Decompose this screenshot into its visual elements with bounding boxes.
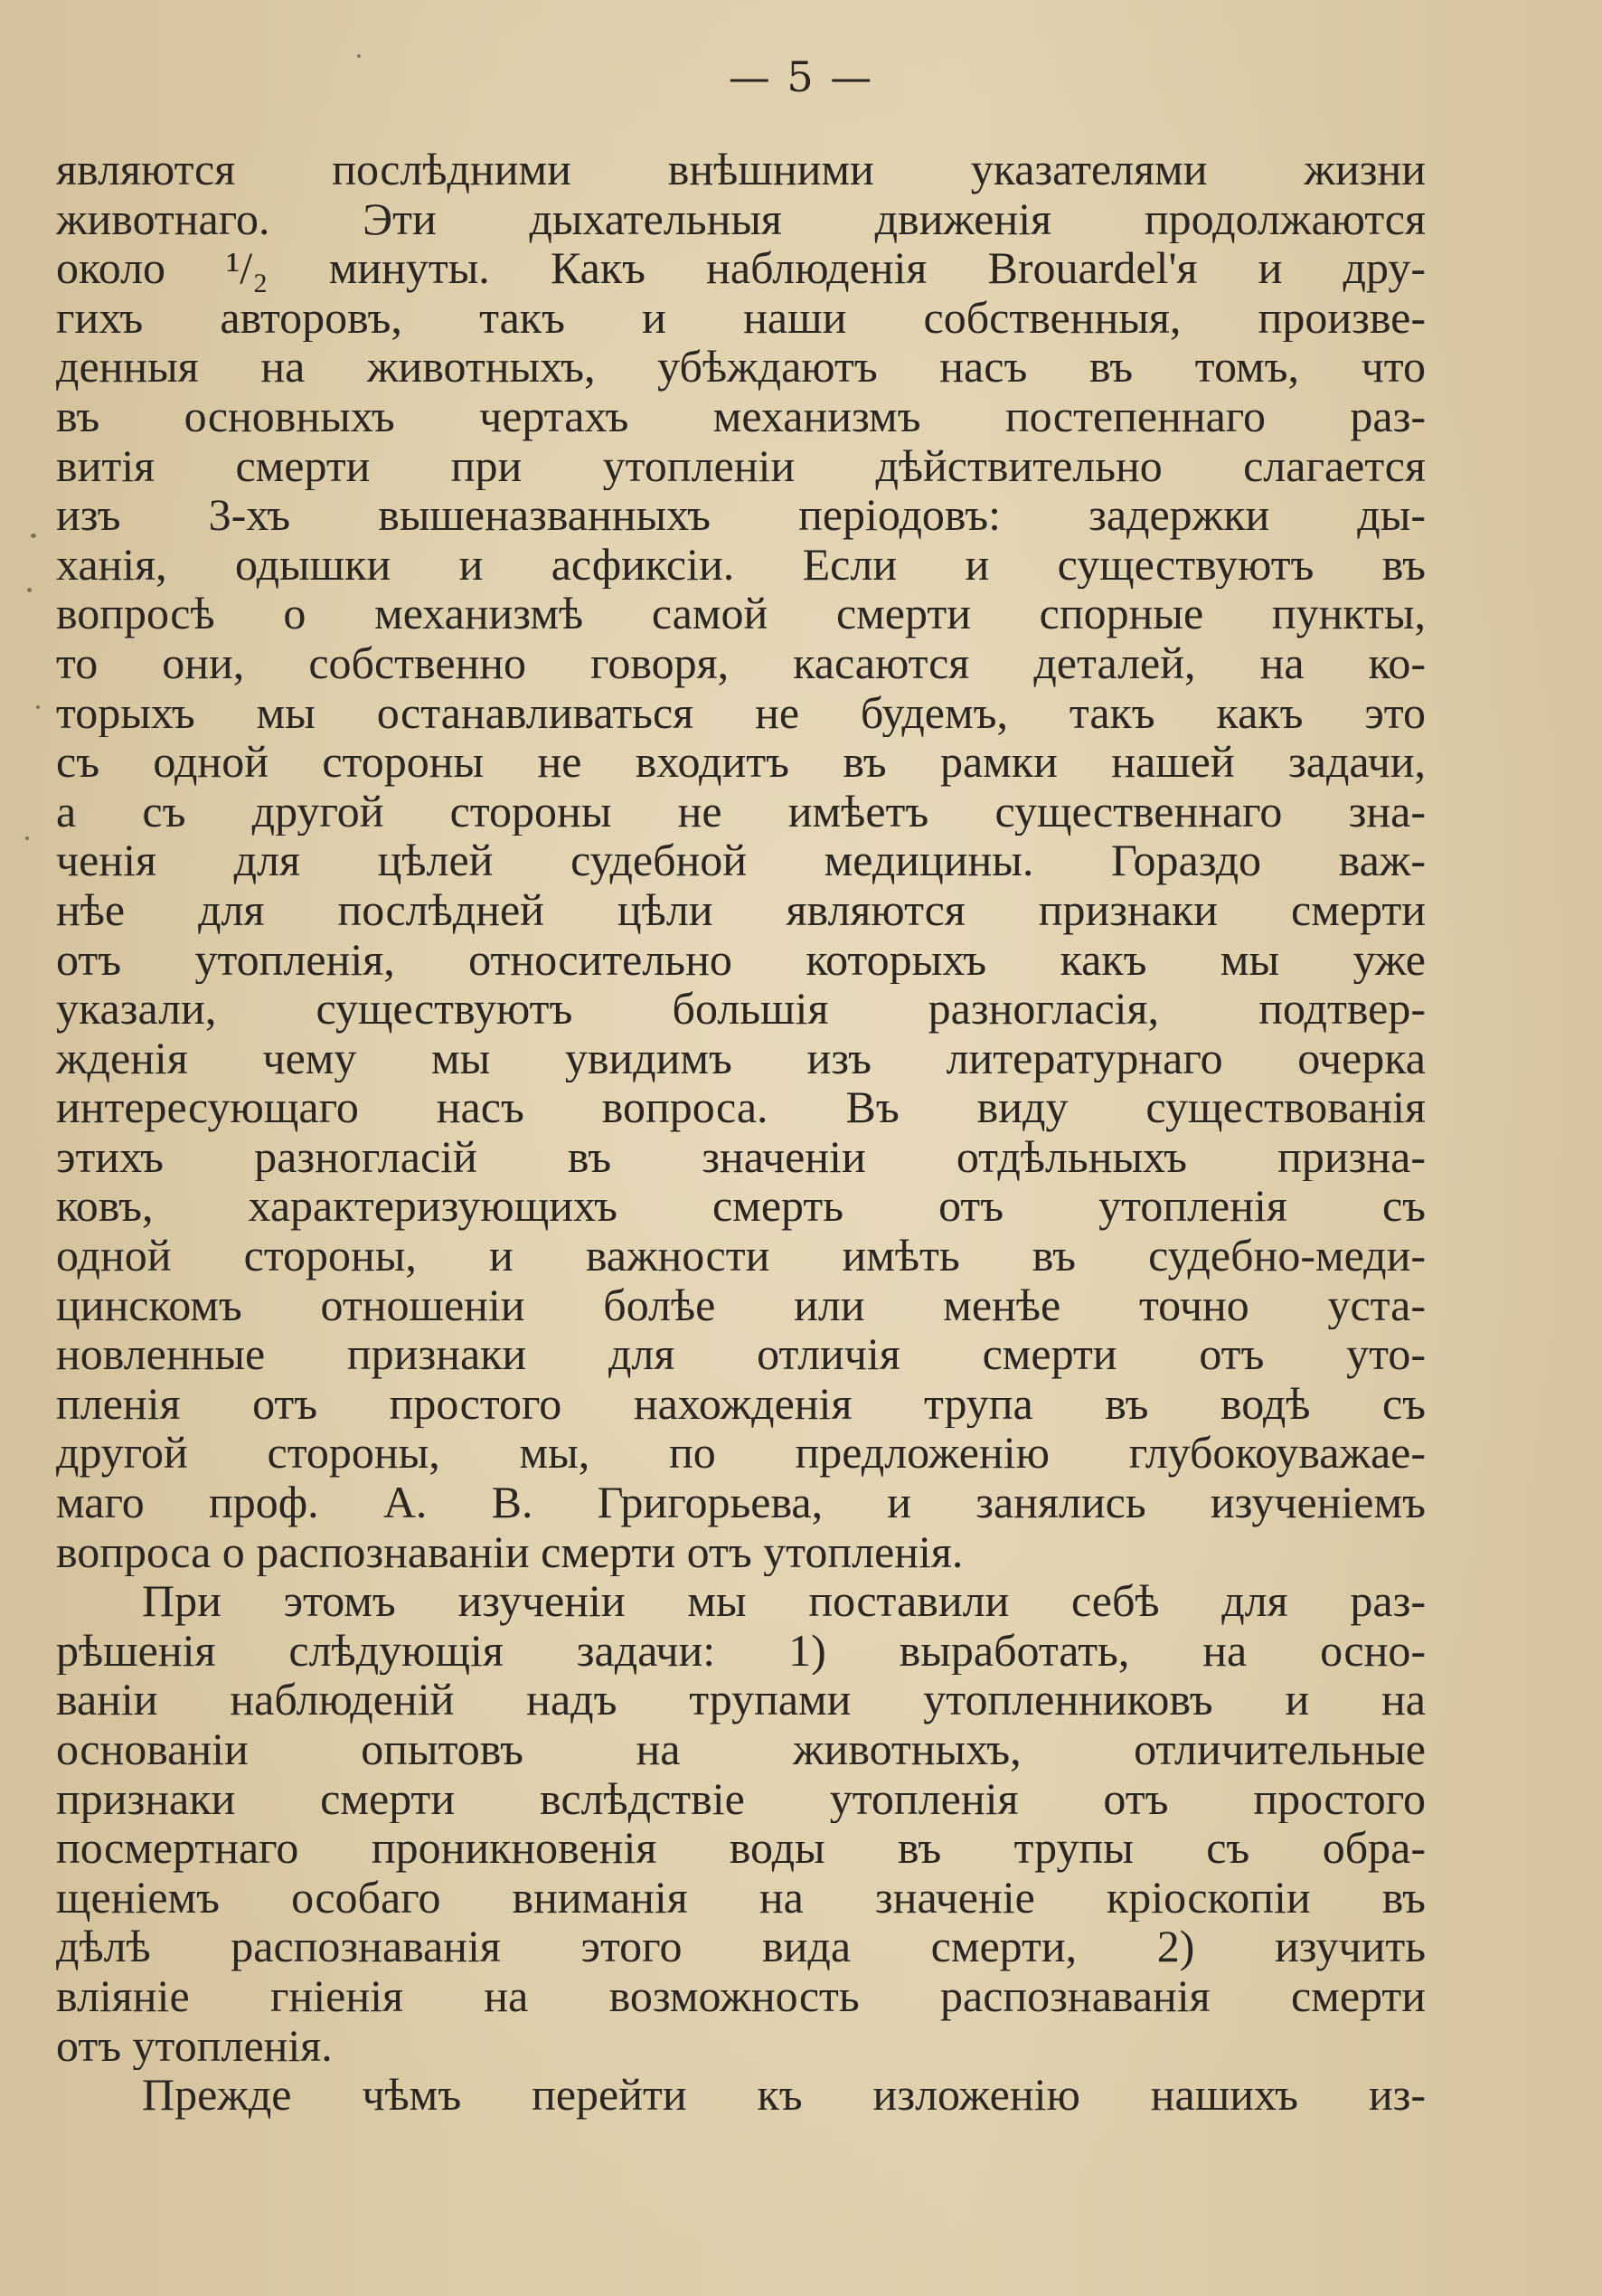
paragraph-1 (56, 145, 1426, 1576)
print-speck (27, 588, 32, 592)
text-line: около ¹/₂ минуты. Какъ наблюденія Brouardel'я и дру- (56, 243, 1426, 293)
text-line: витія смерти при утопленіи дѣйствительно слагается (56, 440, 1426, 491)
text-line: съ одной стороны не входитъ въ рамки нашей задачи, (56, 737, 1426, 787)
text-line: а съ другой стороны не имѣетъ существеннаго зна- (56, 786, 1426, 836)
text-line: признаки смерти вслѣдствіе утопленія отъ простого (56, 1773, 1426, 1824)
text-line: другой стороны, мы, по предложенію глубокоуважае- (56, 1428, 1426, 1479)
text-line: въ основныхъ чертахъ механизмъ постепеннаго раз- (56, 391, 1426, 441)
text-line: маго проф. А. В. Григорьева, и занялись изученіемъ (56, 1478, 1426, 1527)
text-line: изъ 3-хъ вышеназванныхъ періодовъ: задержки ды- (56, 490, 1426, 540)
print-speck (36, 705, 40, 709)
text-line: указали, существуютъ большія разногласія, подтвер- (56, 984, 1426, 1034)
text-line: нѣе для послѣдней цѣли являются признаки смерти (56, 884, 1426, 935)
text-line: посмертнаго проникновенія воды въ трупы съ обра- (56, 1823, 1426, 1873)
text-line: основаніи опытовъ на животныхъ, отличительные (56, 1724, 1426, 1774)
print-speck (31, 534, 36, 538)
text-line: ханія, одышки и асфиксіи. Если и существуютъ въ (56, 539, 1426, 590)
text-line: вопросѣ о механизмѣ самой смерти спорные пункты, (56, 589, 1426, 638)
text-line: щеніемъ особаго вниманія на значеніе кріоскопіи въ (56, 1872, 1426, 1923)
text-line: то они, собственно говоря, касаются деталей, на ко- (56, 638, 1426, 688)
text-line: дѣлѣ распознаванія этого вида смерти, 2) изучить (56, 1922, 1426, 1971)
text-line: жденія чему мы увидимъ изъ литературнаго очерка (56, 1033, 1426, 1083)
text-line: ченія для цѣлей судебной медицины. Гораздо важ- (56, 836, 1426, 885)
text-line: являются послѣдними внѣшними указателями жизни (56, 145, 1426, 194)
text-line: этихъ разногласій въ значеніи отдѣльныхъ призна- (56, 1131, 1426, 1182)
paragraph-3 (56, 2070, 1426, 2120)
print-speck (25, 836, 29, 840)
text-line: одной стороны, и важности имѣть въ судебно-меди- (56, 1231, 1426, 1280)
text-line: цинскомъ отношеніи болѣе или менѣе точно уста- (56, 1280, 1426, 1330)
text-line: вопроса о распознаваніи смерти отъ утопленія. (56, 1526, 964, 1577)
text-line: отъ утопленія. (56, 2020, 333, 2071)
text-line: пленія отъ простого нахожденія трупа въ водѣ съ (56, 1378, 1426, 1429)
text-line: рѣшенія слѣдующія задачи: 1) выработать, на осно- (56, 1625, 1426, 1676)
print-speck (357, 54, 361, 58)
text-line: интересующаго насъ вопроса. Въ виду существованія (56, 1082, 1426, 1132)
text-line: При этомъ изученіи мы поставили себѣ для раз- (142, 1576, 1426, 1626)
body-text (56, 145, 1426, 2120)
text-line: Прежде чѣмъ перейти къ изложенію нашихъ из- (142, 2070, 1426, 2120)
text-line: животнаго. Эти дыхательныя движенія продолжаются (56, 194, 1426, 244)
paragraph-2 (56, 1576, 1426, 2070)
text-line: торыхъ мы останавливаться не будемъ, такъ какъ это (56, 687, 1426, 738)
text-line: гихъ авторовъ, такъ и наши собственныя, произве- (56, 292, 1426, 343)
text-line: ваніи наблюденій надъ трупами утопленниковъ и на (56, 1675, 1426, 1724)
text-line: денныя на животныхъ, убѣждаютъ насъ въ томъ, что (56, 342, 1426, 392)
text-line: ковъ, характеризующихъ смерть отъ утопленія съ (56, 1181, 1426, 1232)
text-line: новленные признаки для отличія смерти отъ уто- (56, 1329, 1426, 1379)
text-line: вліяніе гніенія на возможность распознаванія смерти (56, 1970, 1426, 2021)
page-number-header: — 5 — (728, 52, 874, 101)
text-line: отъ утопленія, относительно которыхъ какъ мы уже (56, 934, 1426, 985)
